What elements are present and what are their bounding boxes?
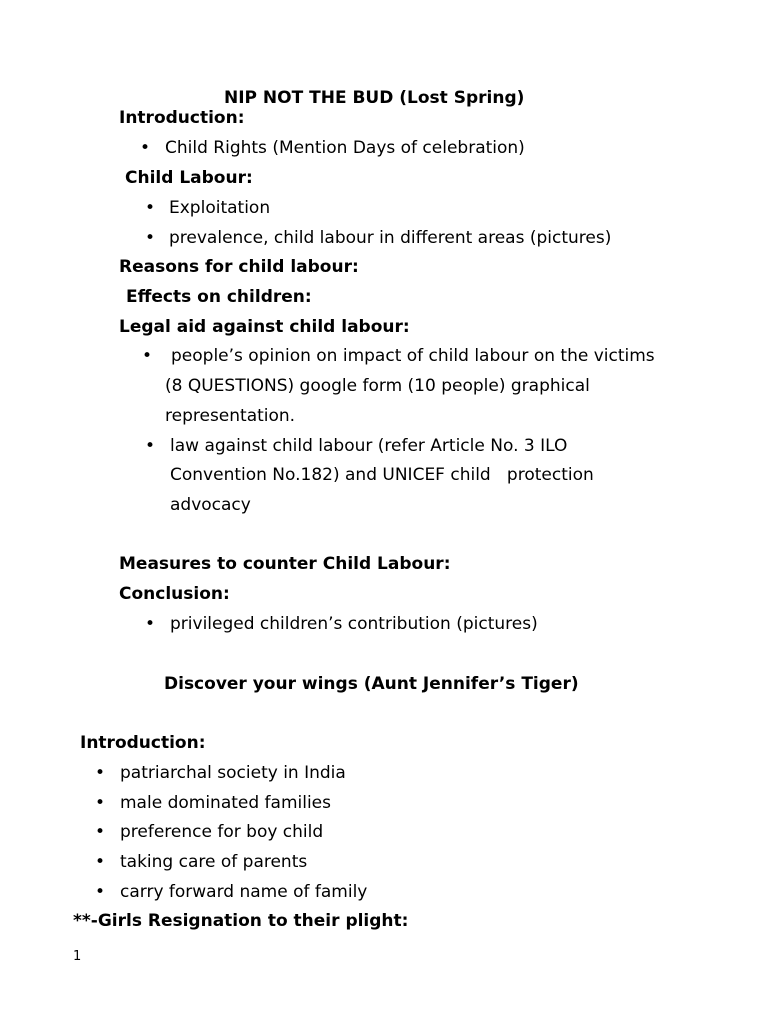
bullet-icon: •: [145, 198, 156, 218]
list-item: Child Rights (Mention Days of celebration): [165, 138, 525, 158]
page-number: 1: [73, 949, 82, 964]
measures-heading: Measures to counter Child Labour:: [119, 554, 451, 574]
list-item: carry forward name of family: [120, 882, 368, 902]
list-item: Exploitation: [169, 198, 271, 218]
legal-aid-heading: Legal aid against child labour:: [119, 317, 410, 337]
conclusion-heading: Conclusion:: [119, 584, 230, 604]
list-item: taking care of parents: [120, 852, 308, 872]
bullet-icon: •: [145, 436, 156, 456]
child-labour-heading: Child Labour:: [125, 168, 253, 188]
section2-title: Discover your wings (Aunt Jennifer’s Tiger): [164, 674, 579, 694]
bullet-icon: •: [95, 793, 106, 813]
bullet-icon: •: [145, 614, 156, 634]
bullet-icon: •: [142, 346, 153, 366]
list-item: male dominated families: [120, 793, 331, 813]
bullet-icon: •: [145, 228, 156, 248]
list-item-line: (8 QUESTIONS) google form (10 people) graphical: [165, 376, 590, 396]
bullet-icon: •: [95, 822, 106, 842]
bullet-icon: •: [95, 882, 106, 902]
section1-introduction-heading: Introduction:: [119, 108, 245, 128]
list-item-line: people’s opinion on impact of child labour on the victims: [171, 346, 655, 366]
reasons-heading: Reasons for child labour:: [119, 257, 359, 277]
list-item: privileged children’s contribution (pictures): [170, 614, 538, 634]
list-item-line: advocacy: [170, 495, 251, 515]
girls-resignation-heading: **-Girls Resignation to their plight:: [73, 911, 409, 931]
section1-title: NIP NOT THE BUD (Lost Spring): [224, 88, 525, 108]
bullet-icon: •: [140, 138, 151, 158]
list-item-line: Convention No.182) and UNICEF child protection: [170, 465, 594, 485]
effects-heading: Effects on children:: [126, 287, 312, 307]
list-item: patriarchal society in India: [120, 763, 346, 783]
bullet-icon: •: [95, 763, 106, 783]
list-item: prevalence, child labour in different areas (pictures): [169, 228, 612, 248]
bullet-icon: •: [95, 852, 106, 872]
list-item-line: representation.: [165, 406, 296, 426]
list-item: preference for boy child: [120, 822, 324, 842]
list-item-line: law against child labour (refer Article No. 3 ILO: [170, 436, 568, 456]
section2-introduction-heading: Introduction:: [80, 733, 206, 753]
